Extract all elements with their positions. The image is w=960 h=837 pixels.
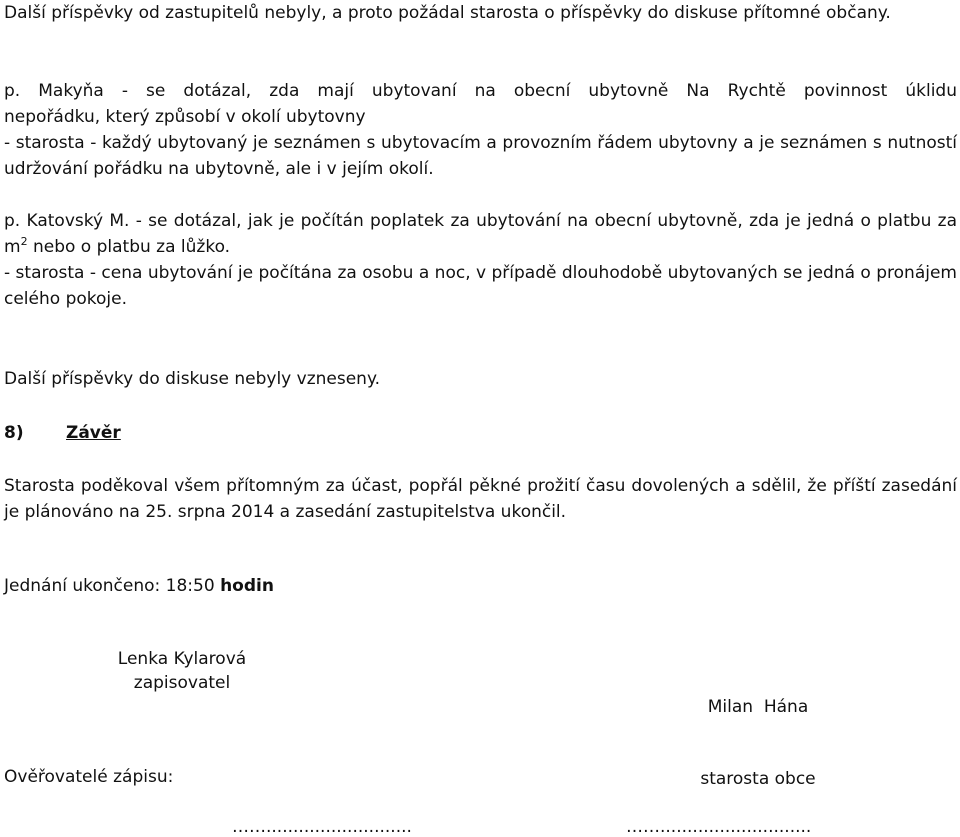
katovsky-question-part2: nebo o platbu za lůžko. [27,237,231,257]
section-title: Závěr [66,423,121,443]
mayor-role: starosta obce [700,769,816,789]
verifier-signature-line-1: ……........................... [232,817,412,837]
no-more-contributions: Další příspěvky do diskuse nebyly vzneseny. [4,369,380,389]
intro-paragraph: Další příspěvky od zastupitelů nebyly, a proto požádal starosta o příspěvky do diskuse přítomné občany. [4,3,891,23]
meeting-ended [4,573,957,599]
signature-recorder [100,647,264,695]
verifier-signature-line-2: ……............................ [626,817,812,837]
makyna-question-line1: p. Makyňa - se dotázal, zda mají ubytovaní na obecní ubytovně Na Rychtě povinnost úklidu [4,81,957,101]
section-heading [4,420,121,446]
recorder-role: zapisovatel [133,673,231,693]
makyna-question-line2: nepořádku, který způsobí v okolí ubytovny [4,107,366,127]
katovsky-question-superscript: 2 [20,235,28,248]
section-number: 8) [4,423,24,443]
recorder-name: Lenka Kylarová [117,649,247,669]
verifiers-label: Ověřovatelé zápisu: [4,767,174,787]
makyna-answer: - starosta - každý ubytovaný je seznámen s ubytovacím a provozním řádem ubytovny a je seznámen s nutností udržování pořádku na ubytovně, ale i v jejím okolí. [4,133,957,179]
meeting-ended-unit: hodin [220,576,274,596]
conclusion-paragraph: Starosta poděkoval všem přítomným za účast, popřál pěkné prožití času dovolených a sdělil, že příští zasedání je plánováno na 25. srpna 2014 a zasedání zastupitelstva ukončil. [4,476,957,522]
meeting-ended-label: Jednání ukončeno: 18:50 [4,576,221,596]
katovsky-question [4,208,957,260]
katovsky-block [4,208,957,312]
katovsky-question-part1: p. Katovský M. - se dotázal, jak je počítán poplatek za ubytování na obecní ubytovně, zda je jedná o platbu za m [4,211,957,257]
mayor-name: Milan Hána [707,697,809,717]
katovsky-answer: - starosta - cena ubytování je počítána za osobu a noc, v případě dlouhodobě ubytovaných se jedná o pronájem celého pokoje. [4,263,957,309]
makyna-block [4,78,957,182]
